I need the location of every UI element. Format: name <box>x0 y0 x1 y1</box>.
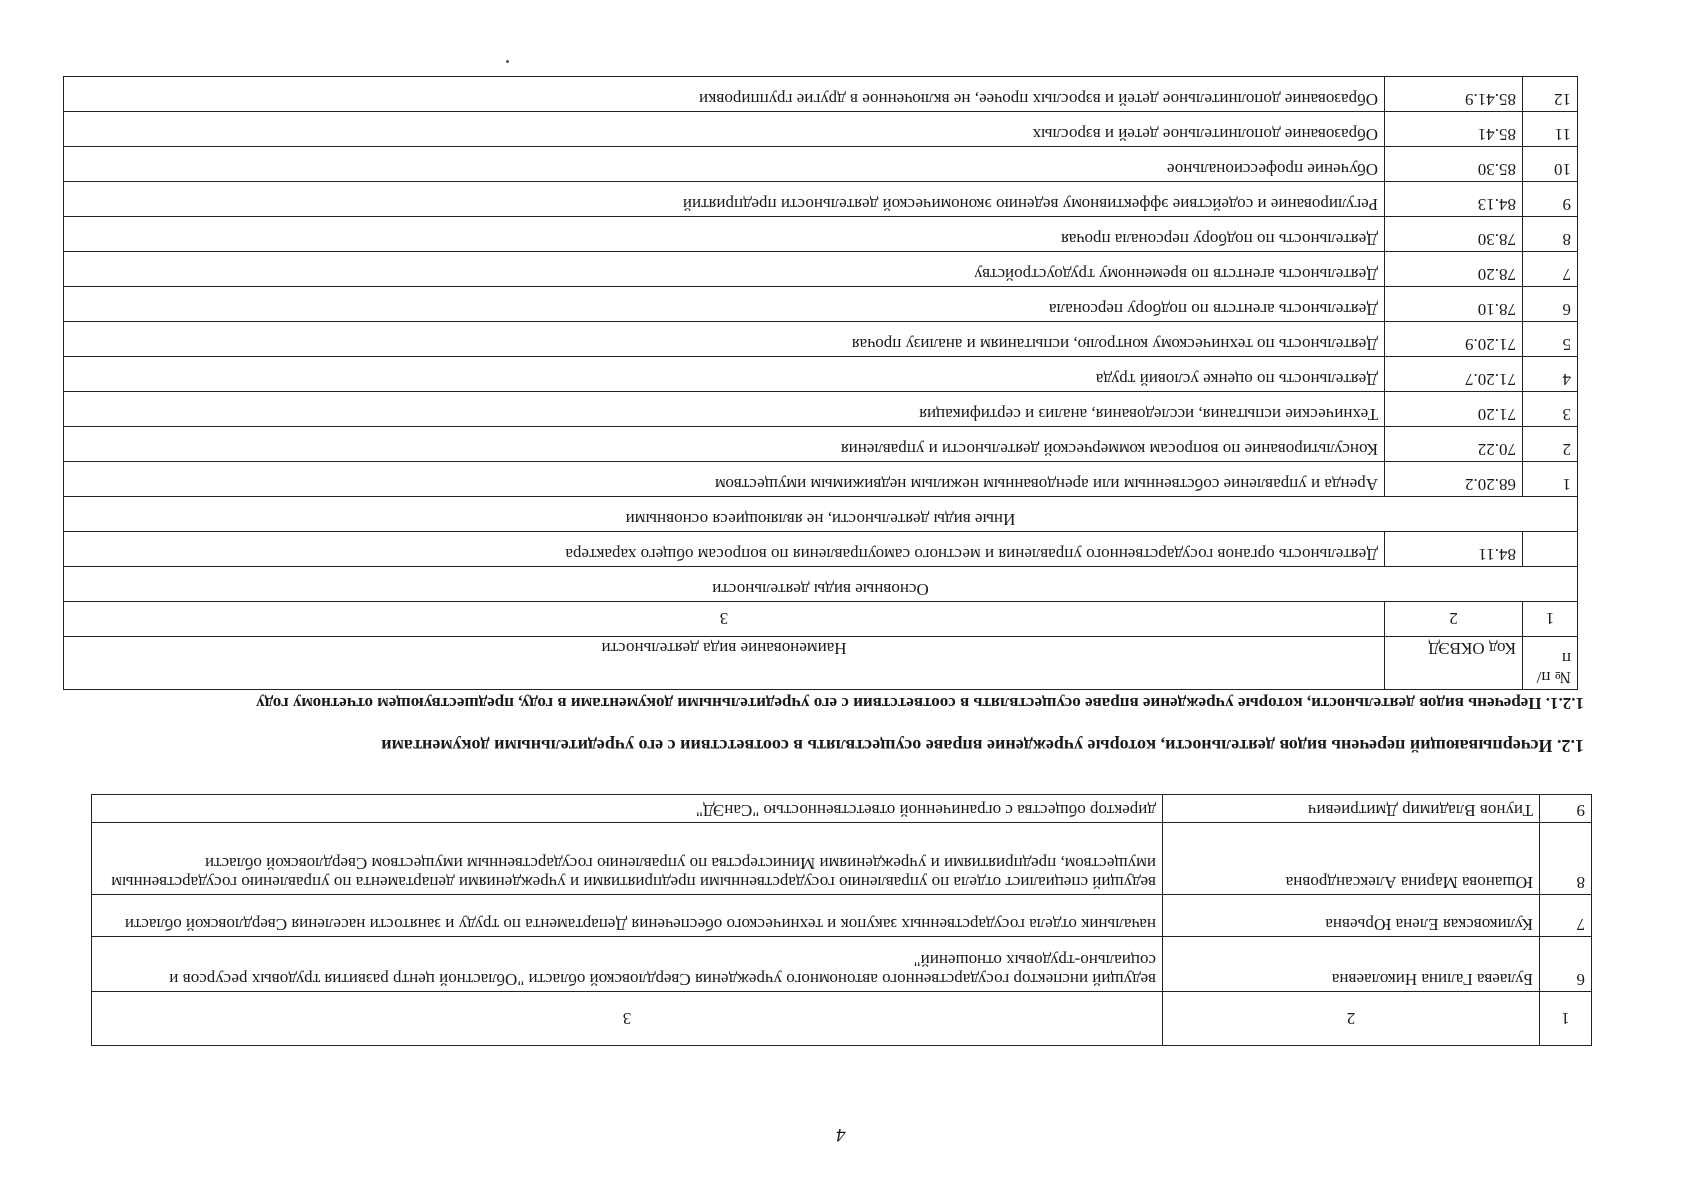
activity-name: Образование дополнительное детей и взрослых <box>64 112 1385 147</box>
header-cell: 3 <box>92 992 1163 1046</box>
okved-code: 71.20.7 <box>1385 357 1523 392</box>
table-row <box>64 392 1578 427</box>
category-other-activities: Иные виды деятельности, не являющиеся основными <box>64 497 1578 532</box>
table-row <box>64 182 1578 217</box>
table-header-row <box>92 992 1592 1046</box>
row-number <box>1523 532 1578 567</box>
activity-name: Деятельность агентств по подбору персонала <box>64 287 1385 322</box>
member-position: ведущий инспектор государственного автономного учреждения Свердловской области "Областной центр развития трудовых ресурсов и социально-трудовых отношений" <box>92 937 1163 992</box>
okved-code: 71.20 <box>1385 392 1523 427</box>
activity-name: Консультирование по вопросам коммерческой деятельности и управления <box>64 427 1385 462</box>
table-row <box>64 462 1578 497</box>
activity-name: Образование дополнительное детей и взрослых прочее, не включенное в другие группировки <box>64 77 1385 112</box>
table-row <box>64 147 1578 182</box>
okved-code: 71.20.9 <box>1385 322 1523 357</box>
okved-code: 85.30 <box>1385 147 1523 182</box>
row-number: 6 <box>1540 937 1592 992</box>
okved-code: 78.10 <box>1385 287 1523 322</box>
header-code: Код ОКВЭД <box>1385 637 1523 690</box>
table-row <box>92 823 1592 895</box>
activity-name: Деятельность органов государственного управления и местного самоуправления по вопросам общего характера <box>64 532 1385 567</box>
table-row <box>64 217 1578 252</box>
member-name: Юшанова Марина Александровна <box>1163 823 1540 895</box>
member-position: директор общества с ограниченной ответственностью "СанЭД" <box>92 795 1163 823</box>
okved-code: 85.41 <box>1385 112 1523 147</box>
header-num: № п/п <box>1523 637 1578 690</box>
table-index-row <box>64 602 1578 637</box>
header-activity-name: Наименование вида деятельности <box>64 637 1385 690</box>
okved-code: 68.20.2 <box>1385 462 1523 497</box>
table-row <box>64 427 1578 462</box>
header-cell: 1 <box>1540 992 1592 1046</box>
section-heading-1-2-1: 1.2.1. Перечень видов деятельности, которые учреждение вправе осуществлять в соответствии с его учредительными документами в году, предшествующем отчетному году <box>256 694 1584 713</box>
table-row <box>92 937 1592 992</box>
member-name: Куликовская Елена Юрьевна <box>1163 895 1540 937</box>
activity-name: Аренда и управление собственным или арендованным нежилым недвижимым имуществом <box>64 462 1385 497</box>
row-number: 9 <box>1523 182 1578 217</box>
table-row <box>64 532 1578 567</box>
okved-code: 78.20 <box>1385 252 1523 287</box>
member-position: ведущий специалист отдела по управлению государственными предприятиями и учреждениями департамента по управлению государственным имуществом, предприятиями и учреждениями Министерства по управлению государственным имуществом Свердловской области <box>92 823 1163 895</box>
index-cell: 2 <box>1385 602 1523 637</box>
row-number: 9 <box>1540 795 1592 823</box>
okved-code: 85.41.9 <box>1385 77 1523 112</box>
activity-name: Обучение профессиональное <box>64 147 1385 182</box>
activity-name: Деятельность по подбору персонала прочая <box>64 217 1385 252</box>
row-number: 7 <box>1523 252 1578 287</box>
index-cell: 1 <box>1523 602 1578 637</box>
row-number: 10 <box>1523 147 1578 182</box>
row-number: 8 <box>1523 217 1578 252</box>
table-row <box>64 322 1578 357</box>
category-main-activities: Основные виды деятельности <box>64 567 1578 602</box>
scan-speck <box>506 60 509 63</box>
category-row <box>64 567 1578 602</box>
row-number: 11 <box>1523 112 1578 147</box>
index-cell: 3 <box>64 602 1385 637</box>
row-number: 2 <box>1523 427 1578 462</box>
okved-code: 84.13 <box>1385 182 1523 217</box>
row-number: 4 <box>1523 357 1578 392</box>
category-row <box>64 497 1578 532</box>
table-row <box>64 77 1578 112</box>
table-row <box>64 357 1578 392</box>
table-header-row <box>64 637 1578 690</box>
activity-name: Технические испытания, исследования, анализ и сертификация <box>64 392 1385 427</box>
header-cell: 2 <box>1163 992 1540 1046</box>
row-number: 1 <box>1523 462 1578 497</box>
row-number: 3 <box>1523 392 1578 427</box>
commission-members-table <box>91 794 1592 1046</box>
table-row <box>92 795 1592 823</box>
okved-code: 78.30 <box>1385 217 1523 252</box>
row-number: 5 <box>1523 322 1578 357</box>
row-number: 12 <box>1523 77 1578 112</box>
row-number: 7 <box>1540 895 1592 937</box>
table-row <box>64 112 1578 147</box>
okved-code: 84.11 <box>1385 532 1523 567</box>
okved-code: 70.22 <box>1385 427 1523 462</box>
activities-table <box>63 76 1578 690</box>
activity-name: Регулирование и содействие эффективному ведению экономической деятельности предприятий <box>64 182 1385 217</box>
table-row <box>92 895 1592 937</box>
activity-name: Деятельность по оценке условий труда <box>64 357 1385 392</box>
page-number: 4 <box>836 1124 846 1145</box>
member-position: начальник отдела государственных закупок и технического обеспечения Департамента по труду и занятости населения Свердловской области <box>92 895 1163 937</box>
member-name: Тиунов Владимир Дмитриевич <box>1163 795 1540 823</box>
row-number: 8 <box>1540 823 1592 895</box>
member-name: Булаева Галина Николаевна <box>1163 937 1540 992</box>
table-row <box>64 252 1578 287</box>
table-row <box>64 287 1578 322</box>
activity-name: Деятельность по техническому контролю, испытаниям и анализу прочая <box>64 322 1385 357</box>
row-number: 6 <box>1523 287 1578 322</box>
activity-name: Деятельность агентств по временному трудоустройству <box>64 252 1385 287</box>
section-heading-1-2: 1.2. Исчерпывающий перечень видов деятельности, которые учреждение вправе осуществлять в соответствии с его учредительными документами <box>381 736 1584 756</box>
